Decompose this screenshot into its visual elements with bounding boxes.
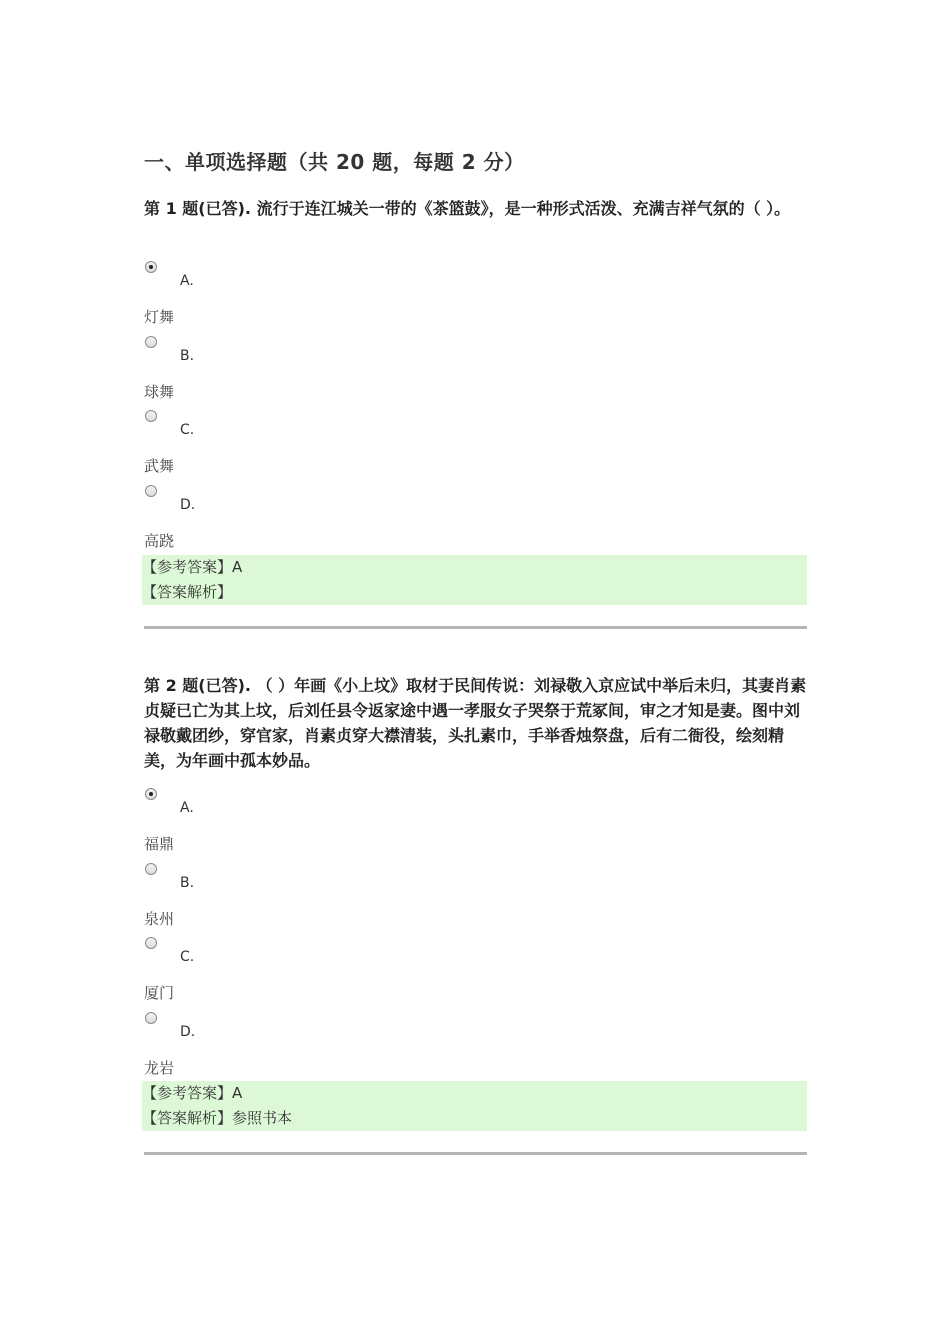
- option-letter: A.: [180, 273, 194, 289]
- answer-analysis: [142, 1106, 292, 1131]
- question-status: (已答).: [198, 199, 251, 218]
- answer-box: [142, 555, 807, 605]
- option-text: 灯舞: [144, 308, 175, 326]
- reference-answer-value: A: [232, 558, 243, 576]
- option-text: 福鼎: [144, 835, 175, 853]
- answer-analysis-label: 【答案解析】: [142, 583, 233, 601]
- section-title: 一、单项选择题（共 20 题，每题 2 分）: [144, 150, 525, 174]
- question-divider: [144, 626, 807, 629]
- question-divider: [144, 1152, 807, 1155]
- option-c[interactable]: [144, 937, 807, 1012]
- radio-button-c[interactable]: [145, 937, 157, 949]
- question-status: (已答).: [198, 676, 251, 695]
- reference-answer: [142, 1081, 242, 1106]
- option-text: 泉州: [144, 910, 175, 928]
- option-d[interactable]: [144, 485, 807, 560]
- option-text: 厦门: [144, 984, 175, 1002]
- reference-answer-label: 【参考答案】: [142, 1084, 233, 1102]
- option-d[interactable]: [144, 1012, 807, 1087]
- question-number: 第 1 题: [144, 199, 199, 218]
- question-text: 流行于连江城关一带的《茶篮鼓》，是一种形式活泼、充满吉祥气氛的（ ）。: [256, 199, 791, 218]
- radio-selected-dot: [149, 792, 153, 796]
- radio-button-a[interactable]: [145, 261, 157, 273]
- option-letter: B.: [180, 348, 195, 364]
- question-stem: [144, 673, 807, 773]
- answer-box: [142, 1081, 807, 1131]
- option-a[interactable]: [144, 788, 807, 863]
- option-a[interactable]: [144, 261, 807, 336]
- option-text: 龙岩: [144, 1059, 175, 1077]
- option-letter: C.: [180, 422, 195, 438]
- question-2: [144, 673, 807, 773]
- option-letter: D.: [180, 497, 196, 513]
- radio-button-d[interactable]: [145, 485, 157, 497]
- option-b[interactable]: [144, 863, 807, 938]
- radio-button-b[interactable]: [145, 336, 157, 348]
- option-letter: C.: [180, 949, 195, 965]
- option-text: 高跷: [144, 532, 175, 550]
- answer-analysis-label: 【答案解析】: [142, 1109, 233, 1127]
- radio-button-b[interactable]: [145, 863, 157, 875]
- option-b[interactable]: [144, 336, 807, 411]
- reference-answer-label: 【参考答案】: [142, 558, 233, 576]
- answer-analysis: [142, 580, 232, 605]
- option-c[interactable]: [144, 410, 807, 485]
- reference-answer-value: A: [232, 1084, 243, 1102]
- radio-button-c[interactable]: [145, 410, 157, 422]
- question-1: [144, 196, 807, 221]
- option-letter: B.: [180, 875, 195, 891]
- question-text: （ ）年画《小上坟》取材于民间传说：刘禄敬入京应试中举后未归，其妻肖素贞疑已亡为其上坟，后刘任县令返家途中遇一孝服女子哭祭于荒冢间，审之才知是妻。图中刘禄敬戴团纱，穿官家，肖素贞穿大襟清装，头扎素巾，手举香烛祭盘，后有二衙役，绘刻精美，为年画中孤本妙品。: [144, 676, 807, 770]
- radio-button-a[interactable]: [145, 788, 157, 800]
- answer-analysis-value: 参照书本: [232, 1109, 293, 1127]
- option-letter: A.: [180, 800, 194, 816]
- option-text: 武舞: [144, 457, 175, 475]
- option-text: 球舞: [144, 383, 175, 401]
- question-number: 第 2 题: [144, 676, 199, 695]
- reference-answer: [142, 555, 242, 580]
- radio-button-d[interactable]: [145, 1012, 157, 1024]
- question-stem: [144, 196, 807, 221]
- radio-selected-dot: [149, 265, 153, 269]
- option-letter: D.: [180, 1024, 196, 1040]
